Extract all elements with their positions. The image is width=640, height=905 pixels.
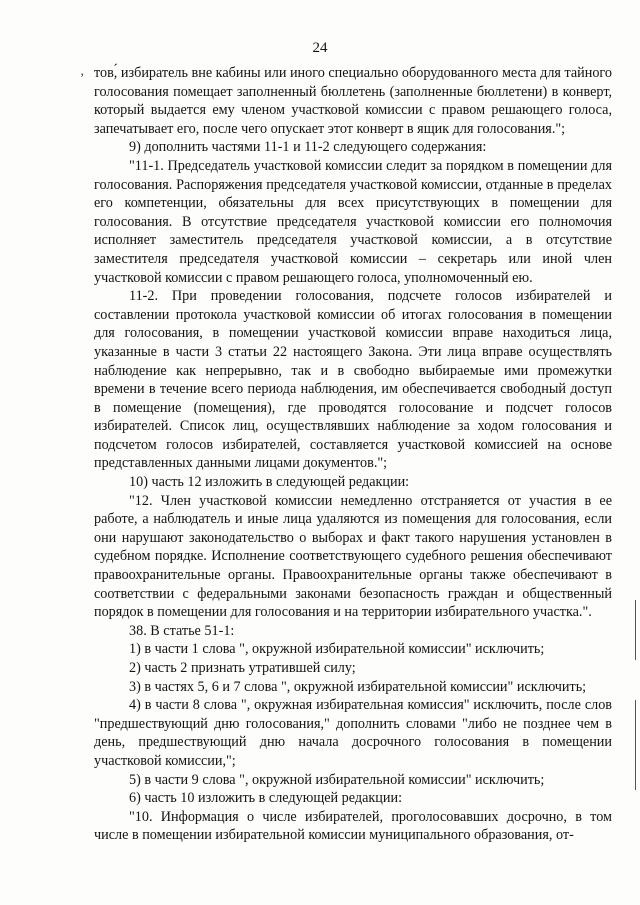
scan-edge-line [635, 600, 636, 660]
paragraph-part-11-1: "11-1. Председатель участковой комиссии следит за порядком в помещении для голосования. Распоряжения председателя участковой комиссии, отданные в пределах его компетенции, обязательны для всех присутствующих в помещении для голосования. В отсутствие председателя участковой комиссии его полномочия исполняет заместитель председателя участковой комиссии, а в отсутствие заместителя председателя участковой комиссии – секретарь или иной член участковой комиссии с правом решающего голоса, уполномоченный ею. [94, 157, 612, 286]
paragraph-subitem-6: 6) часть 10 изложить в следующей редакции: [129, 790, 403, 807]
paragraph-subitem-5: 5) в части 9 слова ", окружной избирательной комиссии" исключить; [129, 771, 545, 788]
scan-mark: ’ [80, 70, 85, 85]
paragraph-article-38: 38. В статье 51-1: [129, 622, 235, 639]
document-body [94, 64, 612, 845]
paragraph-item-9: 9) дополнить частями 11-1 и 11-2 следующего содержания: [129, 139, 487, 156]
page-number: 24 [312, 40, 328, 56]
paragraph-part-10: "10. Информация о числе избирателей, проголосовавших досрочно, в том числе в помещении избирательной комиссии муниципального образования, от- [94, 808, 612, 844]
paragraph-subitem-3: 3) в частях 5, 6 и 7 слова ", окружной избирательной комиссии" исключить; [129, 678, 587, 695]
paragraph-subitem-2: 2) часть 2 признать утратившей силу; [129, 660, 356, 676]
paragraph-subitem-1: 1) в части 1 слова ", окружной избирательной комиссии" исключить; [129, 641, 545, 658]
paragraph-item-10: 10) часть 12 изложить в следующей редакции: [129, 474, 410, 491]
scan-edge-line [635, 700, 636, 790]
paragraph-part-11-2: 11-2. При проведении голосования, подсчете голосов избирателей и составлении протокола участковой комиссии об итогах голосования в помещении для голосования, в помещении участковой комиссии вправе находиться лица, указанные в части 3 статьи 22 настоящего Закона. Эти лица вправе осуществлять наблюдение как непрерывно, так и в свободно выбираемые ими промежутки времени в течение всего периода наблюдения, им обеспечивается свободный доступ в помещение (помещения), где проводятся голосование и подсчет голосов избирателей. Список лиц, осуществлявших наблюдение за ходом голосования и подсчетом голосов избирателей, составляется участковой комиссией на основе представленных данными лицами документов."; [94, 288, 612, 472]
paragraph-continuation: тов,́ избиратель вне кабины или иного специально оборудованного места для тайного голосования помещает заполненный бюллетень (заполненные бюллетени) в конверт, который выдается ему членом участковой комиссии с правом решающего голоса, запечатывает его, после чего опускает этот конверт в ящик для голосования."; [94, 65, 612, 137]
paragraph-part-12: "12. Член участковой комиссии немедленно отстраняется от участия в ее работе, а наблюдатель и иные лица удаляются из помещения для голосования, если они нарушают законодательство о выборах и факт такого нарушения установлен в судебном порядке. Исполнение соответствующего судебного решения обеспечивают правоохранительные органы. Правоохранительные органы также обеспечивают в соответствии с федеральными законами безопасность граждан и общественный порядок в помещении для голосования и на территории избирательного участка.". [94, 492, 612, 621]
paragraph-subitem-4: 4) в части 8 слова ", окружная избирательная комиссия" исключить, после слов "предшествующий дню голосования," дополнить словами "либо не позднее чем в день, предшествующий дню начала досрочного голосования в помещении участковой комиссии,"; [94, 697, 612, 769]
